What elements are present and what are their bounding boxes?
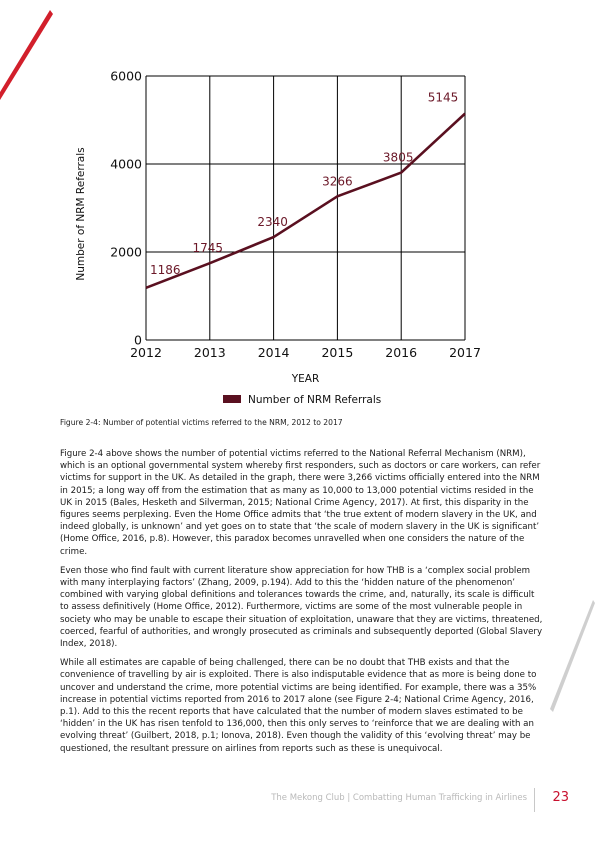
legend-swatch — [223, 395, 241, 403]
data-label: 3266 — [322, 174, 353, 189]
page-number: 23 — [552, 790, 569, 805]
nrm-referrals-line-chart — [60, 62, 490, 412]
page-footer — [0, 788, 595, 812]
y-tick-labels — [110, 69, 142, 348]
data-label: 5145 — [427, 90, 459, 105]
x-tick-label: 2014 — [257, 345, 290, 360]
data-label: 3805 — [382, 150, 414, 165]
data-label: 1186 — [150, 262, 181, 277]
top-left-red-stripe — [0, 0, 60, 110]
right-grey-stripe — [545, 600, 595, 720]
x-axis-label: YEAR — [291, 373, 320, 385]
x-tick-label: 2012 — [130, 345, 162, 360]
footer-title: The Mekong Club | Combatting Human Trafficking in Airlines — [271, 793, 527, 803]
footer-divider — [534, 788, 535, 812]
body-text — [60, 448, 545, 762]
x-tick-label: 2013 — [193, 345, 226, 360]
legend-label: Number of NRM Referrals — [248, 394, 382, 406]
data-label: 2340 — [257, 215, 288, 230]
chart-grid — [146, 76, 465, 340]
data-labels — [150, 91, 458, 277]
figure-caption: Figure 2-4: Number of potential victims referred to the NRM, 2012 to 2017 — [60, 418, 343, 427]
paragraph: Figure 2-4 above shows the number of potential victims referred to the National Referral Mechanism (NRM), which is an optional governmental system whereby first responders, such as doctors or care workers, can refer victims for support in the UK. As detailed in the graph, there were 3,266 victims officially entered into the NRM in 2015; a long way off from the estimation that as many as 10,000 to 13,000 potential victims resided in the UK in 2015 (Bales, Hesketh and Silverman, 2015; National Crime Agency, 2017). At first, this disparity in the figures seems perplexing. Even the Home Office admits that ‘the true extent of modern slavery in the UK, and indeed globally, is unknown’ and yet goes on to state that ‘the scale of modern slavery in the UK is significant’ (Home Office, 2016, p.8). However, this paradox becomes unravelled when one considers the nature of the crime. — [60, 449, 541, 557]
data-label: 1745 — [192, 241, 224, 256]
y-axis-label: Number of NRM Referrals — [75, 147, 87, 281]
x-tick-label: 2016 — [385, 345, 418, 360]
y-tick-label: 6000 — [110, 68, 142, 84]
series-line-nrm-referrals — [146, 114, 465, 288]
paragraph: Even those who find fault with current literature show appreciation for how THB is a ‘complex social problem with many interplaying factors’ (Zhang, 2009, p.194). Add to this the ‘hidden nature of the phenomenon’ combined with varying global definitions and tolerances towards the crime, and, naturally, its scale is difficult to assess definitively (Home Office, 2012). Furthermore, victims are some of the most vulnerable people in society who may be unable to escape their situation of exploitation, unaware that they are victims, threatened, coerced, fearful of authorities, and wrongly prosecuted as criminals and subsequently deported (Global Slavery Index, 2018). — [60, 565, 543, 650]
x-tick-labels — [130, 345, 481, 360]
x-tick-label: 2015 — [321, 345, 354, 360]
y-tick-label: 4000 — [110, 156, 142, 172]
paragraph: While all estimates are capable of being challenged, there can be no doubt that THB exists and that the convenience of travelling by air is exploited. There is also indisputable evidence that as more is being done to uncover and understand the crime, more potential victims are being identified. For example, there was a 35% increase in potential victims reported from 2016 to 2017 alone (see Figure 2-4; National Crime Agency, 2016, p.1). Add to this the recent reports that have calculated that the number of modern slaves estimated to be ‘hidden’ in the UK has risen tenfold to 136,000, then this only serves to ‘reinforce that we are dealing with an evolving threat’ (Guilbert, 2018, p.1; Ionova, 2018). Even though the validity of this ‘evolving threat’ may be questioned, the resultant pressure on airlines from reports such as these is unequivocal. — [60, 658, 537, 754]
x-tick-label: 2017 — [449, 345, 481, 360]
y-tick-label: 0 — [134, 332, 142, 348]
y-tick-label: 2000 — [110, 244, 142, 260]
